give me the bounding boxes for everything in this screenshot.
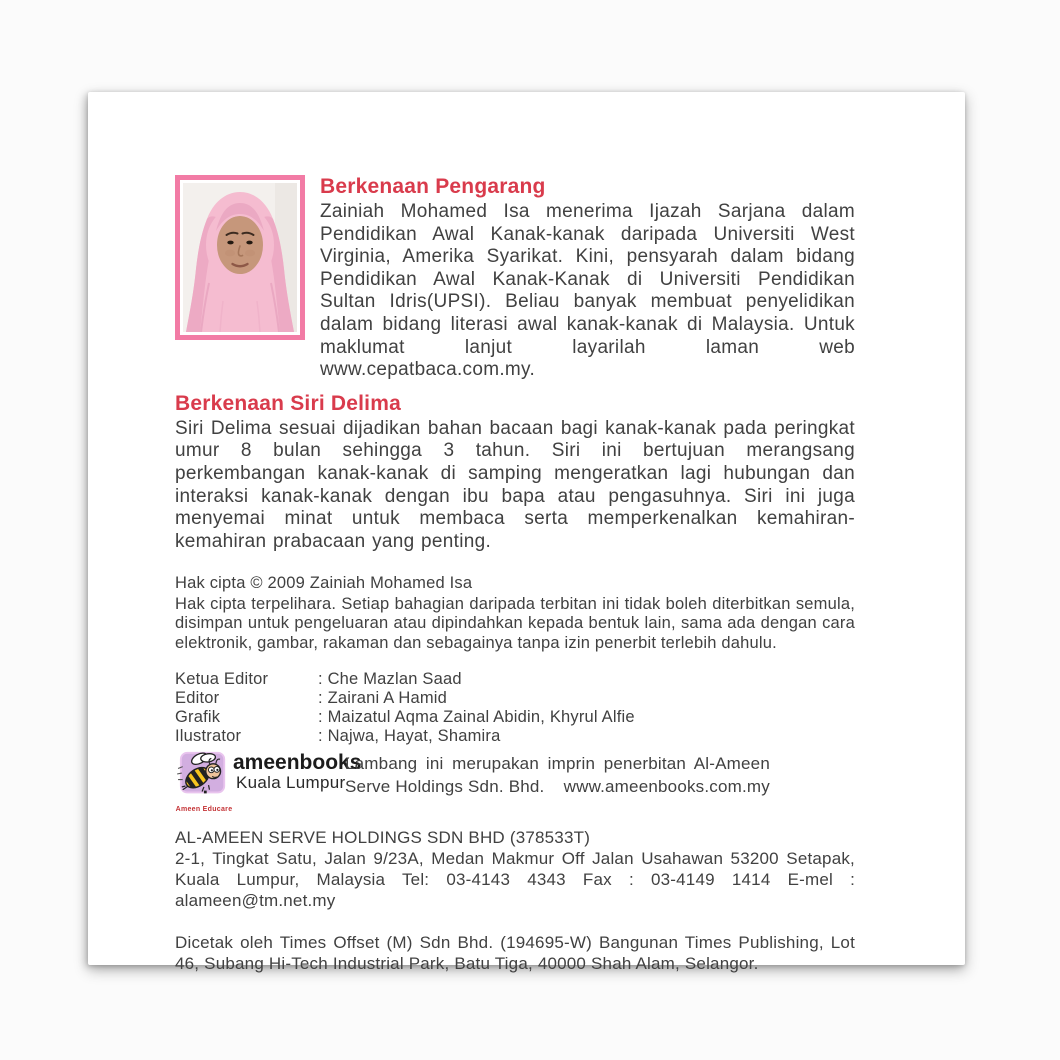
logo-city: Kuala Lumpur <box>236 772 346 792</box>
author-photo-frame <box>175 175 305 340</box>
page-content <box>175 175 855 975</box>
author-heading: Berkenaan Pengarang <box>320 175 546 198</box>
series-section <box>175 392 855 554</box>
publisher-name: AL-AMEEN SERVE HOLDINGS SDN BHD (378533T) <box>175 827 591 847</box>
copyright-section <box>175 574 855 653</box>
series-heading: Berkenaan Siri Delima <box>175 391 401 415</box>
logo-tagline: Ameen Educare <box>175 805 233 813</box>
publisher-section <box>175 827 855 912</box>
credit-value: : Maizatul Aqma Zainal Abidin, Khyrul Alfie <box>318 707 635 726</box>
credit-row-ketua-editor <box>175 670 855 689</box>
imprint-text <box>345 752 770 799</box>
series-description: Siri Delima sesuai dijadikan bahan bacaan bagi kanak-kanak pada peringkat umur 8 bulan sehingga 3 tahun. Siri ini bertujuan merangsang perkembangan kanak-kanak di samping mengeratkan lagi hubungan dan interaksi kanak-kanak dengan ibu bapa atau pengasuhnya. Siri ini juga menyemai minat untuk membaca serta memperkenalkan kemahiran-kemahiran prabacaan yang penting. <box>175 417 855 552</box>
book-page <box>88 92 965 974</box>
author-text <box>320 175 855 382</box>
credit-value: : Zairani A Hamid <box>318 688 448 707</box>
credit-row-grafik <box>175 708 855 727</box>
logo-wordmark <box>233 752 361 792</box>
credit-label: Ketua Editor <box>175 669 269 688</box>
author-portrait-photo <box>183 183 297 332</box>
credit-row-editor <box>175 689 855 708</box>
logo-name: ameenbooks <box>233 750 362 774</box>
imprint-website: www.ameenbooks.com.my <box>563 777 770 797</box>
credit-value: : Che Mazlan Saad <box>318 669 462 688</box>
publisher-address: 2-1, Tingkat Satu, Jalan 9/23A, Medan Makmur Off Jalan Usahawan 53200 Setapak, Kuala Lumpur, Malaysia Tel: 03-4143 4343 Fax : 03-4149 1414 E-mel : alameen@tm.net.my <box>175 848 855 911</box>
credit-label: Ilustrator <box>175 726 242 745</box>
ameenbooks-logo <box>175 750 362 822</box>
imprint-line1: Lambang ini merupakan imprin penerbitan Al-Ameen <box>345 753 770 773</box>
imprint-section <box>175 750 855 822</box>
credit-value: : Najwa, Hayat, Shamira <box>318 726 501 745</box>
credit-row-ilustrator <box>175 727 855 746</box>
credit-label: Editor <box>175 688 220 707</box>
author-bio: Zainiah Mohamed Isa menerima Ijazah Sarjana dalam Pendidikan Awal Kanak-kanak daripada Universiti West Virginia, Amerika Syarikat. Kini, pensyarah dalam bidang Pendidikan Awal Kanak-Kanak di Universiti Pendidikan Sultan Idris(UPSI). Beliau banyak membuat penyelidikan dalam bidang literasi awal kanak-kanak di Malaysia. Untuk maklumat lanjut layarilah laman web www.cepatbaca.com.my. <box>320 201 855 381</box>
credits-section <box>175 670 855 746</box>
copyright-notice: Hak cipta terpelihara. Setiap bahagian daripada terbitan ini tidak boleh diterbitkan semula, disimpan untuk pengeluaran atau dipindahkan kepada bentuk lain, sama ada dengan cara elektronik, gambar, rakaman dan sebagainya tanpa izin penerbit terlebih dahulu. <box>175 594 855 652</box>
author-section <box>175 175 855 382</box>
bee-logo-icon <box>175 750 231 798</box>
copyright-line: Hak cipta © 2009 Zainiah Mohamed Isa <box>175 574 473 593</box>
printer-note: Dicetak oleh Times Offset (M) Sdn Bhd. (194695-W) Bangunan Times Publishing, Lot 46, Subang Hi-Tech Industrial Park, Batu Tiga, 40000 Shah Alam, Selangor. <box>175 932 855 974</box>
imprint-line2: Serve Holdings Sdn. Bhd. <box>345 777 545 797</box>
credit-label: Grafik <box>175 707 221 726</box>
